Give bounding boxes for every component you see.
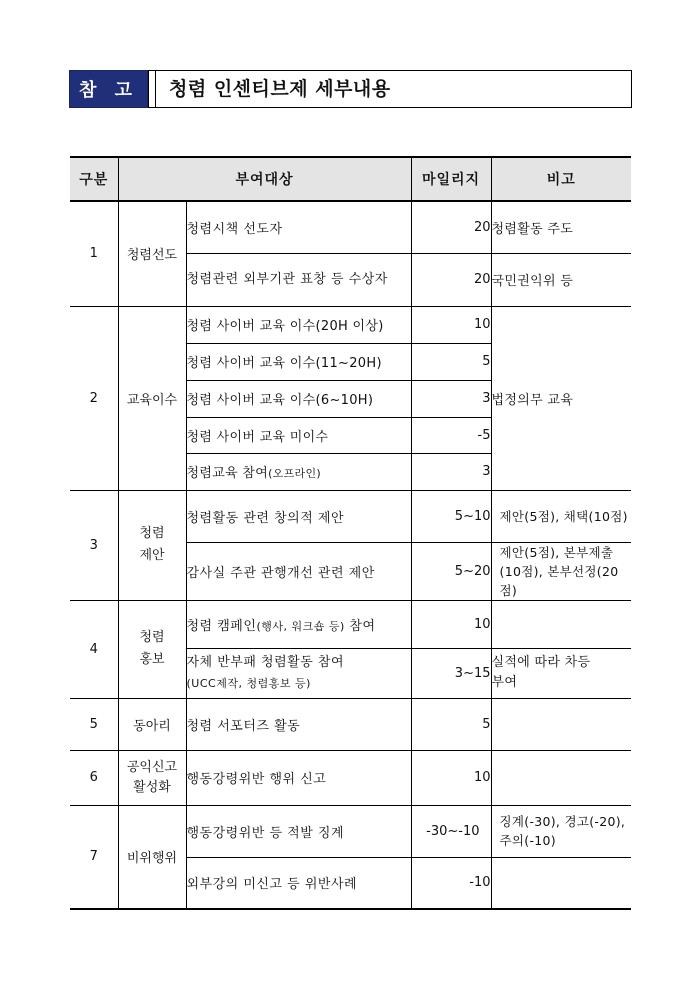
row-target: 행동강령위반 등 적발 징계 [186, 805, 411, 857]
row-target: 행동강령위반 행위 신고 [186, 750, 411, 805]
row-note [491, 542, 631, 600]
row-category: 교육이수 [118, 306, 186, 490]
row-mileage: 3 [411, 453, 491, 490]
col-header-category: 구분 [70, 157, 118, 201]
note-line: 제안(5점), 본부제출 [499, 544, 614, 560]
title-box [148, 70, 632, 108]
row-category: 청렴선도 [118, 201, 186, 306]
category-line: 활성화 [133, 779, 171, 795]
row-note: 국민권익위 등 [491, 253, 631, 306]
row-category [118, 490, 186, 600]
note-line: 징계(-30), 경고(-20), [499, 814, 626, 829]
row-mileage: 3 [411, 380, 491, 417]
col-header-target: 부여대상 [118, 157, 411, 201]
target-suffix: 참여 [344, 618, 376, 634]
row-mileage: 10 [411, 600, 491, 648]
row-target: 청렴시책 선도자 [186, 201, 411, 253]
row-note: 제안(5점), 채택(10점) [491, 490, 631, 542]
row-mileage: -10 [411, 857, 491, 909]
row-note [491, 698, 631, 750]
target-main: 청렴 캠페인 [186, 618, 257, 634]
row-note: 법정의무 교육 [491, 306, 631, 490]
row-mileage: 10 [411, 750, 491, 805]
category-line: 홍보 [139, 652, 165, 667]
row-number: 1 [70, 201, 118, 306]
row-number: 7 [70, 805, 118, 909]
row-target: 청렴 사이버 교육 이수(20H 이상) [186, 306, 411, 343]
row-target [186, 453, 411, 490]
target-line: 자체 반부패 청렴활동 참여 [186, 655, 345, 670]
header-row [70, 157, 631, 201]
row-category [118, 750, 186, 805]
table-row [70, 306, 631, 343]
table-row [70, 750, 631, 805]
note-line: 부여 [491, 675, 518, 690]
note-line: 실적에 따라 차등 [491, 655, 591, 670]
table-row [70, 600, 631, 648]
target-small: (행사, 워크숍 등) [256, 619, 345, 633]
row-mileage: 5 [411, 698, 491, 750]
target-line-small: (UCC제작, 청렴홍보 등) [186, 677, 311, 690]
row-target: 감사실 주관 관행개선 관련 제안 [186, 542, 411, 600]
row-target [186, 648, 411, 698]
col-header-mileage: 마일리지 [411, 157, 491, 201]
table-row [70, 805, 631, 857]
row-category: 동아리 [118, 698, 186, 750]
row-mileage: 3~15 [411, 648, 491, 698]
row-mileage: -30~-10 [411, 805, 491, 857]
row-target: 청렴 사이버 교육 이수(6~10H) [186, 380, 411, 417]
row-target: 청렴 서포터즈 활동 [186, 698, 411, 750]
section-header [69, 70, 632, 108]
row-mileage: 5~10 [411, 490, 491, 542]
target-small: (오프라인) [268, 467, 321, 480]
row-note [491, 600, 631, 648]
row-mileage: 10 [411, 306, 491, 343]
row-category: 비위행위 [118, 805, 186, 909]
row-mileage: 5 [411, 343, 491, 380]
category-line: 청렴 [139, 630, 165, 645]
row-number: 6 [70, 750, 118, 805]
row-number: 5 [70, 698, 118, 750]
row-mileage: -5 [411, 417, 491, 453]
category-line: 공익신고 [126, 759, 178, 775]
category-line: 청렴 [139, 526, 165, 541]
row-note [491, 857, 631, 909]
table-row [70, 201, 631, 253]
note-line: 주의(-10) [499, 833, 556, 848]
row-mileage: 20 [411, 253, 491, 306]
col-header-note: 비고 [491, 157, 631, 201]
row-target: 청렴 사이버 교육 이수(11~20H) [186, 343, 411, 380]
incentive-table [70, 156, 631, 910]
row-mileage: 20 [411, 201, 491, 253]
row-number: 4 [70, 600, 118, 698]
table-row [70, 490, 631, 542]
note-line: (10점), 본부선정(20점) [499, 563, 619, 598]
row-number: 3 [70, 490, 118, 600]
row-note: 청렴활동 주도 [491, 201, 631, 253]
row-target [186, 600, 411, 648]
row-note [491, 750, 631, 805]
page-title: 청렴 인센티브제 세부내용 [169, 78, 391, 100]
row-target: 청렴활동 관련 창의적 제안 [186, 490, 411, 542]
row-target: 청렴 사이버 교육 미이수 [186, 417, 411, 453]
row-note [491, 805, 631, 857]
reference-tag: 참 고 [69, 70, 148, 108]
row-category [118, 600, 186, 698]
title-divider [155, 71, 156, 107]
table-row [70, 698, 631, 750]
row-target: 청렴관련 외부기관 표창 등 수상자 [186, 253, 411, 306]
category-line: 제안 [139, 548, 165, 563]
target-main: 청렴교육 참여 [186, 466, 269, 481]
row-note [491, 648, 631, 698]
row-mileage: 5~20 [411, 542, 491, 600]
row-target: 외부강의 미신고 등 위반사례 [186, 857, 411, 909]
row-number: 2 [70, 306, 118, 490]
